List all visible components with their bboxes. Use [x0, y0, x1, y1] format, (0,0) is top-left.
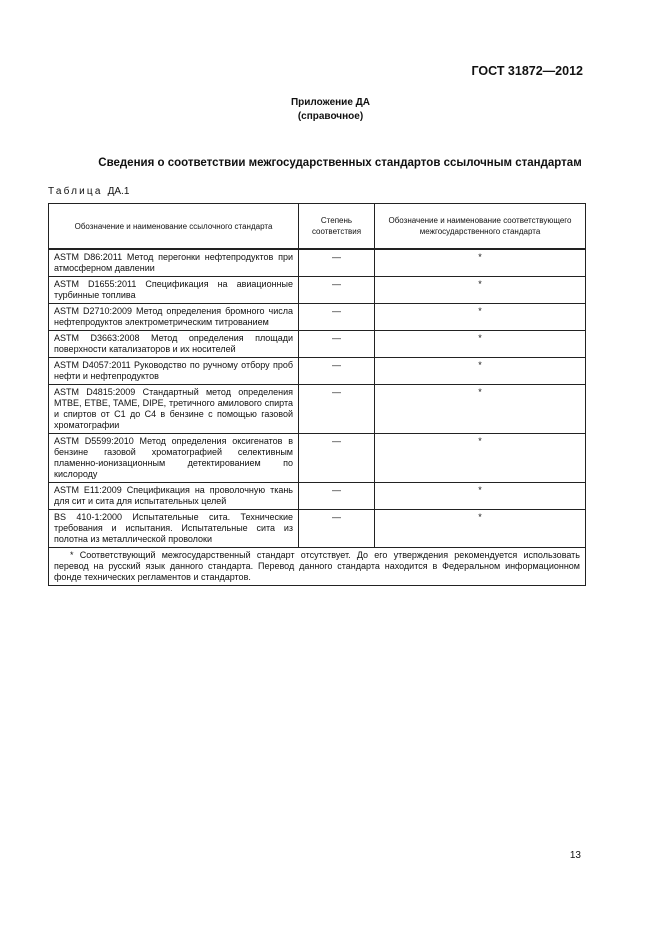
section-title: Сведения о соответствии межгосударственных стандартов ссылочным стандартам: [98, 157, 582, 169]
degree-cell: —: [299, 249, 375, 277]
table-note-row: [49, 548, 586, 586]
appendix-subtitle: (справочное): [297, 111, 364, 122]
appendix-title: Приложение ДА: [290, 97, 371, 108]
degree-cell: —: [299, 510, 375, 548]
reference-standard-cell: ASTM D5599:2010 Метод определения оксигенатов в бензине газовой хроматографией селективным пламенно-ионизационным детектированием по кислороду: [49, 434, 299, 483]
table-caption-number: ДА.1: [107, 186, 130, 197]
reference-standard-cell: ASTM D4815:2009 Стандартный метод определения MTBE, ETBE, TAME, DIPE, третичного амилового спирта и спиртов от C1 до C4 в бензине с помощью газовой хроматографии: [49, 385, 299, 434]
degree-cell: —: [299, 434, 375, 483]
table-row: [49, 385, 586, 434]
interstate-standard-cell: *: [375, 277, 586, 304]
table-caption: [48, 186, 129, 197]
table-footnote: * Соответствующий межгосударственный стандарт отсутствует. До его утверждения рекомендуется использовать перевод на русский язык данного стандарта. Перевод данного стандарта находится в Федеральном информационном фонде технических регламентов и стандартов.: [49, 548, 586, 586]
reference-standard-cell: ASTM D4057:2011 Руководство по ручному отбору проб нефти и нефтепродуктов: [49, 358, 299, 385]
table-caption-prefix: Таблица: [48, 186, 103, 197]
degree-cell: —: [299, 331, 375, 358]
header-reference-standard: Обозначение и наименование ссылочного стандарта: [49, 204, 299, 250]
page-number: 13: [569, 850, 581, 861]
table-row: [49, 483, 586, 510]
table-row: [49, 358, 586, 385]
interstate-standard-cell: *: [375, 434, 586, 483]
table-row: [49, 434, 586, 483]
document-code: ГОСТ 31872—2012: [471, 64, 583, 78]
interstate-standard-cell: *: [375, 510, 586, 548]
interstate-standard-cell: *: [375, 483, 586, 510]
degree-cell: —: [299, 304, 375, 331]
reference-standard-cell: ASTM D2710:2009 Метод определения бромного числа нефтепродуктов электрометрическим титрованием: [49, 304, 299, 331]
degree-cell: —: [299, 385, 375, 434]
appendix-heading: [0, 96, 661, 124]
table-row: [49, 249, 586, 277]
interstate-standard-cell: *: [375, 385, 586, 434]
table-row: [49, 510, 586, 548]
table-row: [49, 277, 586, 304]
table-header-row: [49, 204, 586, 250]
degree-cell: —: [299, 277, 375, 304]
degree-cell: —: [299, 358, 375, 385]
interstate-standard-cell: *: [375, 249, 586, 277]
degree-cell: —: [299, 483, 375, 510]
reference-standard-cell: ASTM E11:2009 Спецификация на проволочную ткань для сит и сита для испытательных целей: [49, 483, 299, 510]
table-body: [49, 249, 586, 548]
reference-standard-cell: ASTM D3663:2008 Метод определения площади поверхности катализаторов и их носителей: [49, 331, 299, 358]
reference-standard-cell: ASTM D86:2011 Метод перегонки нефтепродуктов при атмосферном давлении: [49, 249, 299, 277]
header-degree: Степень соответствия: [299, 204, 375, 250]
table-row: [49, 331, 586, 358]
standards-table: [48, 203, 586, 586]
header-interstate-standard: Обозначение и наименование соответствующего межгосударственного стандарта: [375, 204, 586, 250]
interstate-standard-cell: *: [375, 358, 586, 385]
table-row: [49, 304, 586, 331]
reference-standard-cell: ASTM D1655:2011 Спецификация на авиационные турбинные топлива: [49, 277, 299, 304]
interstate-standard-cell: *: [375, 304, 586, 331]
reference-standard-cell: BS 410-1:2000 Испытательные сита. Технические требования и испытания. Испытательные сита из полотна из металлической проволоки: [49, 510, 299, 548]
interstate-standard-cell: *: [375, 331, 586, 358]
